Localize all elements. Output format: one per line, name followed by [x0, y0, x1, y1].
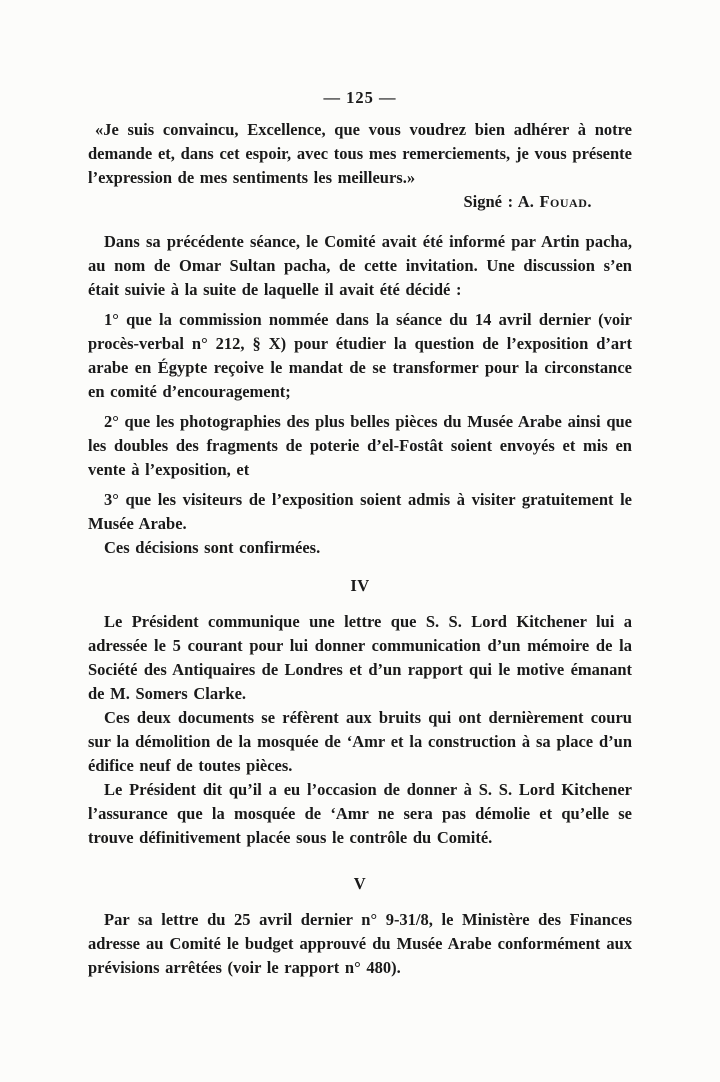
page-number: — 125 — — [323, 88, 397, 107]
decision-item-2: 2° que les photographies des plus belles pièces du Musée Arabe ainsi que les doubles des fragments de poterie d’el-Fostât soient envoyés et mis en vente à l’exposition, et — [88, 412, 632, 479]
section-iv-paragraph-2: Ces deux documents se réfèrent aux bruits qui ont dernièrement couru sur la démolition de la mosquée de ‘Amr et la construction à sa place d’un édifice neuf de toutes pièces. — [88, 708, 632, 775]
section-v-paragraph-1: Par sa lettre du 25 avril dernier n° 9-31/8, le Ministère des Finances adresse au Comité le budget approuvé du Musée Arabe conformément aux prévisions arrêtées (voir le rapport n° 480). — [88, 910, 632, 977]
decision-item-1: 1° que la commission nommée dans la séance du 14 avril dernier (voir procès-verbal n° 212, § X) pour étudier la question de l’exposition d’art arabe en Égypte reçoive le mandat de se transformer pour la circonstance en comité d’encouragement; — [88, 310, 632, 401]
section-heading-iv: IV — [350, 576, 370, 595]
decision-item-3: 3° que les visiteurs de l’exposition soient admis à visiter gratuitement le Musée Arabe. — [88, 490, 632, 533]
section-heading-v: V — [353, 874, 367, 893]
section-iv-paragraph-1: Le Président communique une lettre que S. S. Lord Kitchener lui a adressée le 5 courant pour lui donner communication d’un mémoire de la Société des Antiquaires de Londres et d’un rapport qui le motive émanant de M. Somers Clarke. — [88, 612, 632, 703]
intro-paragraph: Dans sa précédente séance, le Comité avait été informé par Artin pacha, au nom de Omar Sultan pacha, de cette invitation. Une discussion s’en était suivie à la suite de laquelle il avait été décidé : — [88, 232, 632, 299]
signature-line — [88, 190, 592, 214]
quote-paragraph: «Je suis convaincu, Excellence, que vous voudrez bien adhérer à notre demande et, dans cet espoir, avec tous mes remerciements, je vous présente l’expression de mes sentiments les meilleurs.» — [88, 120, 632, 187]
signature-prefix: Signé : A. — [463, 192, 540, 211]
signature-name: Fouad. — [539, 192, 592, 211]
confirmation-paragraph: Ces décisions sont confirmées. — [104, 538, 321, 557]
section-iv-paragraph-3: Le Président dit qu’il a eu l’occasion de donner à S. S. Lord Kitchener l’assurance que la mosquée de ‘Amr ne sera pas démolie et qu’elle se trouve définitivement placée sous le contrôle du Comité. — [88, 780, 632, 847]
